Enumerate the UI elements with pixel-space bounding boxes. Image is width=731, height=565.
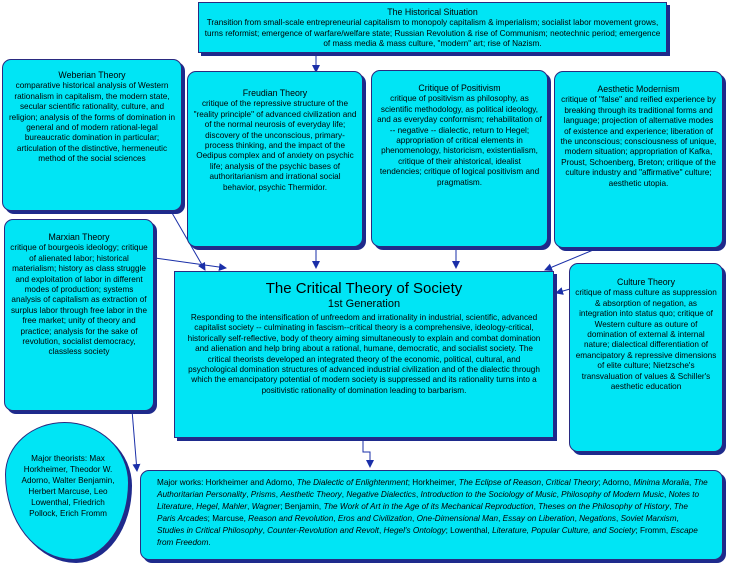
historical-situation-text: Transition from small-scale entrepreneurial capitalism to monopoly capitalism & imperialism; socialist labor movement grows, turns reformist; emergence of warfare/welfare state; Russian Revolution & rise of Communism; neotechnic period; emergence of mass media & mass culture, "modern" art; rise of Nazism. (204, 18, 661, 49)
work-author-text: ; Marcuse, (207, 514, 249, 523)
work-author-text: ; Lowenthal, (445, 526, 493, 535)
work-title: Soviet Marxism (620, 514, 677, 523)
work-title: Critical Theory (545, 478, 599, 487)
work-author-text: ; Fromm, (635, 526, 671, 535)
work-author-text: ; Benjamin, (280, 502, 324, 511)
work-author-text: , (533, 502, 539, 511)
work-title: Philosophy of Modern Music (561, 490, 665, 499)
weberian-theory-title: Weberian Theory (58, 70, 126, 80)
culture-theory-text: critique of mass culture as suppression & absorption of negation, as integration into status quo; critique of Western culture as outure of domination of external & internal nature; dialectical differentiation of emancipatory & repressive dimensions of elite culture; Nietzsche's transvaluation of values & Schiller's aesthetic education (575, 288, 717, 392)
major-theorists-text: Major theorists: Max Horkheimer, Theodor W. Adorno, Walter Benjamin, Herbert Marcuse, Leo Lowenthal, Friedrich Pollock, Erich Fromm (21, 454, 115, 518)
work-author-text: , (556, 490, 562, 499)
work-author-text: , (689, 478, 694, 487)
work-author-text: , (664, 490, 669, 499)
work-author-text: , (574, 514, 580, 523)
work-title: Negative Dialectics (346, 490, 416, 499)
work-title: Wagner (251, 502, 281, 511)
work-title: The Dialectic of Enlightenment (296, 478, 408, 487)
work-author-text: Horkheimer and Adorno, (203, 478, 297, 487)
critique-of-positivism-text: critique of positivism as philosophy, as scientific methodology, as political ideology, and as everyday conformism; rehabilitation of -- negative -- dialectic, return to Hegel; appropriation of critical elements in phenomenology, historicism, existentialism, critique of their ahistorical, idealist tendencies; critique of logical positivism and pragmatism. (377, 94, 542, 187)
central-subtitle: 1st Generation (327, 298, 401, 310)
culture-theory-box (569, 263, 723, 452)
arrow-culture-to-central (556, 289, 570, 293)
work-title: Hegel's Ontology (383, 526, 446, 535)
historical-situation-title: The Historical Situation (387, 7, 478, 17)
culture-theory-title: Culture Theory (616, 277, 676, 287)
arrow-marxian-to-central (155, 258, 226, 268)
work-author-text: ; Adorno, (598, 478, 634, 487)
work-author-text: , (498, 514, 503, 523)
work-author-text: , (676, 514, 679, 523)
work-title: The Authoritarian Personality (157, 478, 708, 499)
work-author-text: , (217, 502, 223, 511)
work-author-text: , (669, 502, 674, 511)
work-title: Reason and Revolution (248, 514, 334, 523)
work-title: Studies in Critical Philosophy (157, 526, 263, 535)
weberian-theory-text: comparative historical analysis of Western rationalism in capitalism, the modern state, secular scientific rationality, culture, and religion; analysis of the forms of domination in general and of modern rational-legal bureaucratic domination in particular; articulation of the distinctive, hermeneutic method of the social sciences (8, 81, 176, 164)
work-title: Minima Moralia (633, 478, 690, 487)
work-title: The Eclipse of Reason (458, 478, 542, 487)
arrow-central-to-works (363, 437, 370, 467)
work-title: One-Dimensional Man (416, 514, 499, 523)
work-title: Hegel (196, 502, 218, 511)
aesthetic-modernism-text: critique of "false" and reified experience by breaking through its traditional forms and language; projection of alternative modes of existence and experience; liberation of the unconscious; consciousness of unique, modern situation; appropriation of Kafka, Proust, Schoenberg, Breton; critique of the culture industry and "affirmative" culture; aesthetic utopia. (560, 95, 717, 188)
work-title: Negations (579, 514, 616, 523)
historical-situation-box (198, 2, 667, 53)
work-author-text: , (378, 526, 384, 535)
work-author-text: ; Horkheimer, (407, 478, 459, 487)
work-title: Introduction to the Sociology of Music (420, 490, 557, 499)
work-author-text: , (247, 502, 252, 511)
work-title: Aesthetic Theory (280, 490, 342, 499)
work-author-text: , (412, 514, 417, 523)
work-author-text: , (246, 490, 251, 499)
critique-of-positivism-title: Critique of Positivism (418, 83, 501, 93)
freudian-theory-box (187, 71, 363, 247)
work-author-text: , (333, 514, 338, 523)
critical-theory-central-box (174, 271, 554, 438)
work-title: Prisms (250, 490, 276, 499)
work-title: Theses on the Philosophy of History (538, 502, 670, 511)
major-works-list (157, 478, 708, 547)
work-title: Mahler (222, 502, 248, 511)
major-works-box (140, 470, 723, 560)
work-author-text: , (541, 478, 546, 487)
marxian-theory-title: Marxian Theory (48, 232, 110, 242)
work-title: Notes to Literature (157, 490, 700, 511)
work-author-text: . (208, 538, 211, 547)
aesthetic-modernism-box (554, 71, 723, 248)
work-author-text: , (275, 490, 281, 499)
major-theorists-blob (5, 422, 129, 560)
work-author-text: , (341, 490, 347, 499)
central-title: The Critical Theory of Society (265, 280, 463, 297)
work-title: Eros and Civilization (337, 514, 413, 523)
work-title: Literature, Popular Culture, and Society (492, 526, 636, 535)
work-author-text: , (415, 490, 421, 499)
work-title: The Work of Art in the Age of its Mechanical Reproduction (323, 502, 534, 511)
freudian-theory-text: critique of the repressive structure of the "reality principle" of advanced civilization and of the normal neurosis of everyday life; discovery of the unconscious, primary-process thinking, and the impact of the Oedipus complex and of anxiety on psychic life; analysis of the psychic bases of authoritarianism and irrational social behavior, psychic Thermidor. (193, 99, 357, 192)
work-title: The Paris Arcades (157, 502, 688, 523)
arrow-marxian-to-works (132, 410, 137, 471)
central-text: Responding to the intensification of unfreedom and irrationality in industrial, scientific, advanced capitalist society -- culminating in fascism--critical theory is a comprehensive, ideology-critical, historically self-reflective, body of theory aiming simultaneously to explain and combat domination and alienation and help bring about a rational, humane, democratic, and socialist society. The critical theorists developed an integrated theory of the economic, political, cultural, and psychological domination structures of advanced industrial civilization and of the dialectic through which the emancipatory potential of modern society is suppressed and its rationality turns into a positivistic rationality of domination leading to barbarism. (187, 313, 541, 395)
critique-of-positivism-box (371, 70, 548, 247)
work-title: Escape from Freedom (157, 526, 698, 547)
work-author-text: , (191, 502, 197, 511)
work-author-text: , (616, 514, 621, 523)
marxian-theory-box (4, 219, 154, 411)
weberian-theory-box (2, 59, 182, 211)
work-title: Essay on Liberation (502, 514, 575, 523)
marxian-theory-text: critique of bourgeois ideology; critique of alienated labor; historical materialism; history as class struggle and exploitation of labor in different modes of production; systems analysis of capitalism as extraction of surplus labor through free labor in the free market; unity of theory and practice; analysis for the sake of revolution, socialist democracy, classless society (10, 243, 148, 357)
aesthetic-modernism-title: Aesthetic Modernism (597, 84, 680, 94)
freudian-theory-title: Freudian Theory (242, 88, 308, 98)
work-author-text: , (262, 526, 268, 535)
work-title: Counter-Revolution and Revolt (267, 526, 379, 535)
major-works-label: Major works: (157, 478, 204, 487)
